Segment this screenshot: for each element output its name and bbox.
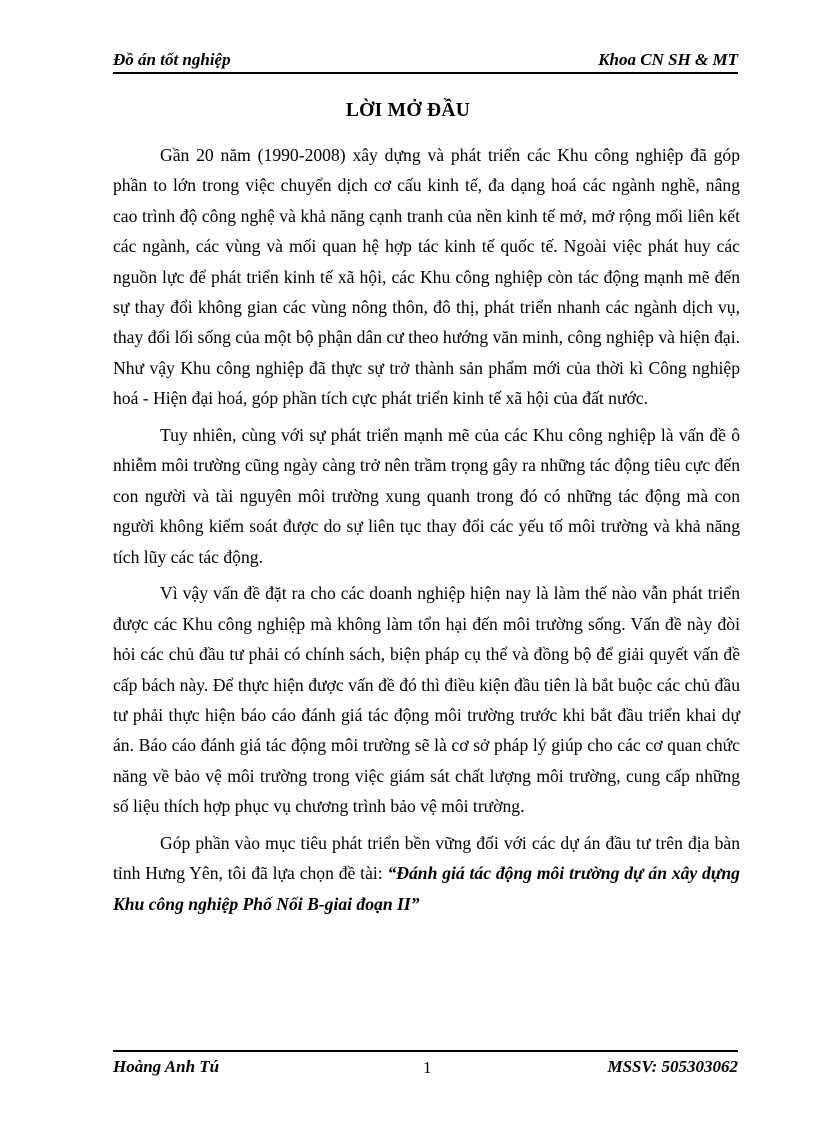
header-right-text: Khoa CN SH & MT	[598, 50, 738, 69]
page-header	[113, 46, 738, 74]
page-number: 1	[423, 1058, 432, 1077]
thesis-topic: “Đánh giá tác động môi trường dự án xây dựng Khu công nghiệp Phố Nối B-giai đoạn II”	[113, 863, 740, 914]
document-body	[113, 140, 740, 919]
paragraph-4-lead: Góp phần vào mục tiêu phát triển bền vững đối với các dự án đầu tư trên địa bàn tỉnh Hưng Yên, tôi đã lựa chọn đề tài:	[113, 832, 740, 884]
paragraph-4	[113, 828, 740, 919]
page-footer	[113, 1050, 738, 1082]
page-title: LỜI MỞ ĐẦU	[345, 100, 471, 121]
paragraph-1: Gần 20 năm (1990-2008) xây dựng và phát triển các Khu công nghiệp đã góp phần to lớn trong việc chuyển dịch cơ cấu kinh tế, đa dạng hoá các ngành nghề, nâng cao trình độ công nghệ và khả năng cạnh tranh của nền kinh tế mở, mở rộng mối liên kết các ngành, các vùng và mối quan hệ hợp tác kinh tế quốc tế. Ngoài việc phát huy các nguồn lực để phát triển kinh tế xã hội, các Khu công nghiệp còn tác động mạnh mẽ đến sự thay đổi không gian các vùng nông thôn, đô thị, phát triển nhanh các ngành dịch vụ, thay đổi lối sống của một bộ phận dân cư theo hướng văn minh, công nghiệp và hiện đại. Như vậy Khu công nghiệp đã thực sự trở thành sản phẩm mới của thời kì Công nghiệp hoá - Hiện đại hoá, góp phần tích cực phát triển kinh tế xã hội của đất nước.	[113, 145, 740, 409]
paragraph-3: Vì vậy vấn đề đặt ra cho các doanh nghiệp hiện nay là làm thế nào vẫn phát triển được các Khu công nghiệp mà không làm tổn hại đến môi trường sống. Vấn đề này đòi hỏi các chủ đầu tư phải có chính sách, biện pháp cụ thể và đồng bộ để giải quyết vấn đề cấp bách này. Để thực hiện được vấn đề đó thì điều kiện đầu tiên là bắt buộc các chủ đầu tư phải thực hiện báo cáo đánh giá tác động môi trường trước khi bắt đầu triển khai dự án. Báo cáo đánh giá tác động môi trường sẽ là cơ sở pháp lý giúp cho các cơ quan chức năng về bảo vệ môi trường trong việc giám sát chất lượng môi trường, cung cấp những số liệu thích hợp phục vụ chương trình bảo vệ môi trường.	[113, 583, 740, 817]
header-left-text: Đồ án tốt nghiệp	[113, 50, 231, 69]
footer-student-id: MSSV: 505303062	[607, 1057, 738, 1076]
paragraph-2: Tuy nhiên, cùng với sự phát triển mạnh mẽ của các Khu công nghiệp là vấn đề ô nhiễm môi trường cũng ngày càng trở nên trầm trọng gây ra những tác động tiêu cực đến con người và tài nguyên môi trường xung quanh trong đó có những tác động mà con người không kiểm soát được do sự liên tục thay đổi các yếu tố môi trường và khả năng tích lũy các tác động.	[113, 424, 740, 567]
footer-author: Hoàng Anh Tú	[113, 1057, 220, 1076]
